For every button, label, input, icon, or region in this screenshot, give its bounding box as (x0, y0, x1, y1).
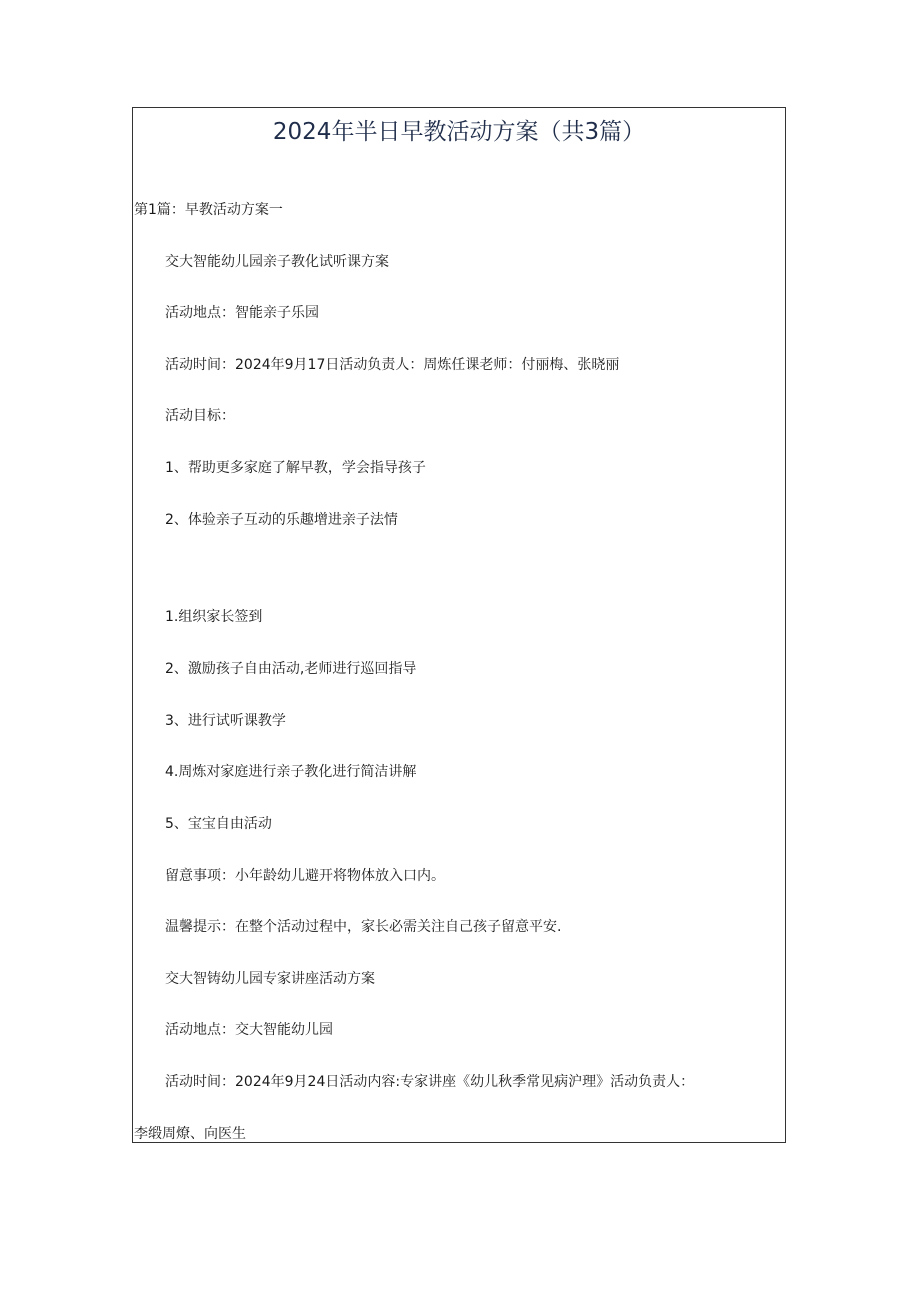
reminder: 温馨提示：在整个活动过程中，家长必需关注自己孩子留意平安. (165, 919, 562, 935)
document-title: 2024年半日早教活动方案（共3篇） (272, 119, 646, 145)
activity-time: 活动时间：2024年9月24日活动内容:专家讲座《幼儿秋季常见病沪理》活动负责人： (165, 1074, 695, 1090)
procedure-step: 2、激励孩子自由活动,老师进行巡回指导 (165, 661, 417, 677)
procedure-step: 5、宝宝自由活动 (165, 816, 272, 832)
activity-location: 活动地点：智能亲子乐园 (165, 305, 319, 321)
goal-item: 2、体验亲子互动的乐趣增进亲子法情 (165, 512, 398, 528)
precautions: 留意事项：小年龄幼儿避开将物体放入口内。 (165, 868, 445, 884)
procedure-step: 4.周炼对家庭进行亲子教化进行简洁讲解 (165, 764, 417, 780)
activity-time: 活动时间：2024年9月17日活动负责人：周炼任课老师：付丽梅、张晓丽 (165, 357, 620, 373)
procedure-step: 3、进行试听课教学 (165, 713, 286, 729)
goal-item: 1、帮助更多家庭了解早教，学会指导孩子 (165, 460, 426, 476)
procedure-step: 1.组织家长签到 (165, 609, 263, 625)
responsible-persons: 李缎周燎、向医生 (134, 1126, 246, 1142)
plan-title: 交大智能幼儿园亲子教化试听课方案 (165, 254, 389, 270)
activity-location: 活动地点：交大智能幼儿园 (165, 1022, 333, 1038)
chapter-heading: 第1篇：早教活动方案一 (134, 202, 283, 218)
activity-goals-label: 活动目标： (165, 408, 235, 424)
plan-title: 交大智铸幼儿园专家讲座活动方案 (165, 971, 375, 987)
